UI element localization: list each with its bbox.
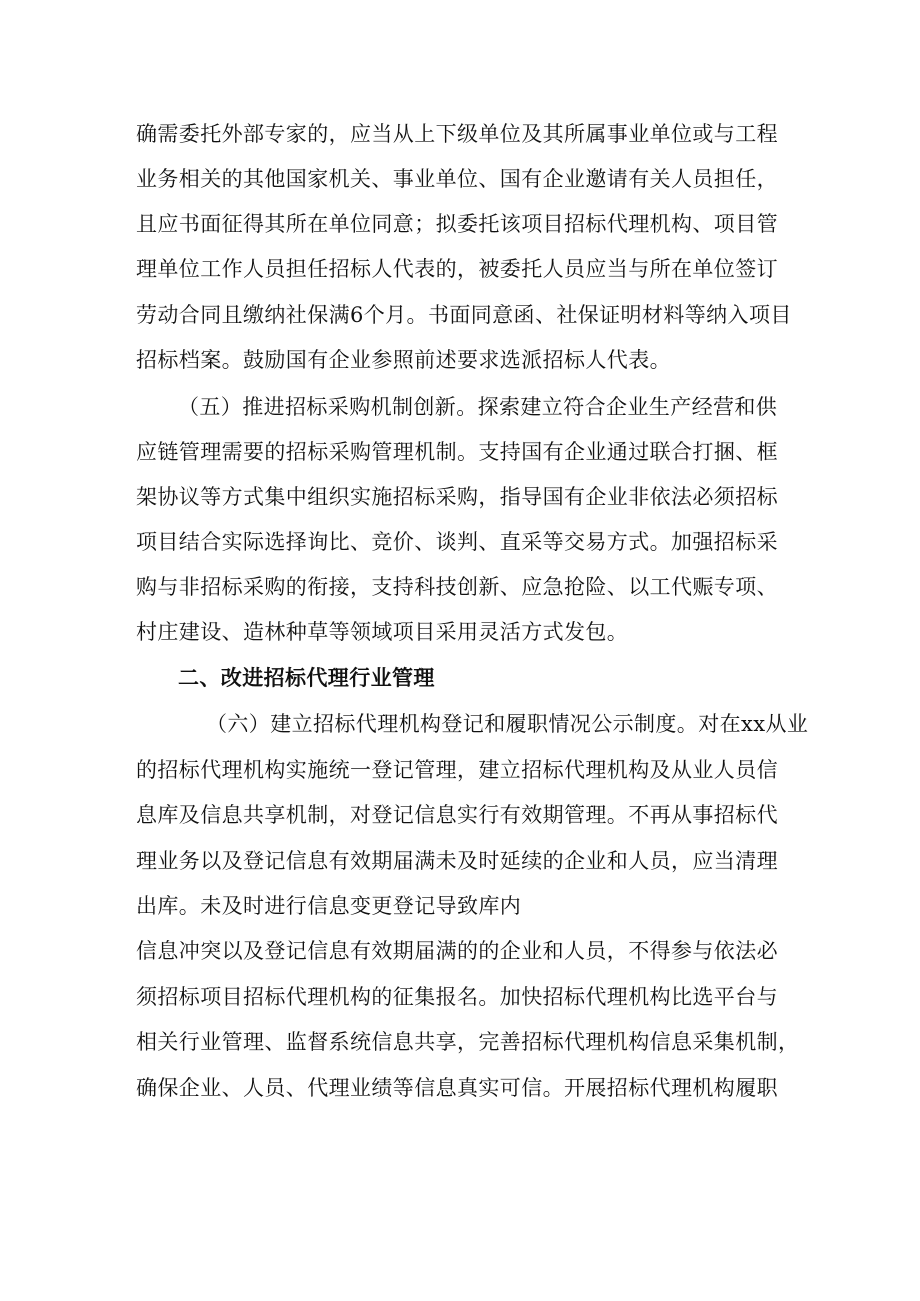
body-text-line: 招标档案。鼓励国有企业参照前述要求选派招标人代表。 [136, 348, 671, 372]
paragraph-start-line: （五）推进招标采购机制创新。探索建立符合企业生产经营和供 [178, 395, 778, 419]
body-text-line: 应链管理需要的招标采购管理机制。支持国有企业通过联合打捆、框 [136, 440, 778, 464]
body-text-line: 且应书面征得其所在单位同意；拟委托该项目招标代理机构、项目管 [136, 212, 778, 236]
body-text-line: 劳动合同且缴纳社保满6个月。书面同意函、社保证明材料等纳入项目 [136, 303, 792, 327]
body-text-line: 须招标项目招标代理机构的征集报名。加快招标代理机构比选平台与 [136, 985, 778, 1009]
body-text-line: 项目结合实际选择询比、竞价、谈判、直采等交易方式。加强招标采 [136, 530, 778, 554]
section-heading: 二、改进招标代理行业管理 [178, 666, 435, 690]
body-text-line: 购与非招标采购的衔接，支持科技创新、应急抢险、以工代赈专项、 [136, 575, 778, 599]
body-text-line: 理单位工作人员担任招标人代表的，被委托人员应当与所在单位签订 [136, 257, 778, 281]
body-text-line: 村庄建设、造林种草等领域项目采用灵活方式发包。 [136, 620, 629, 644]
body-text-line: 息库及信息共享机制，对登记信息实行有效期管理。不再从事招标代 [136, 803, 778, 827]
body-text-line: 相关行业管理、监督系统信息共享，完善招标代理机构信息采集机制， [136, 1030, 800, 1054]
body-text-line: 架协议等方式集中组织实施招标采购，指导国有企业非依法必须招标 [136, 485, 778, 509]
paragraph-start-line: （六）建立招标代理机构登记和履职情况公示制度。对在xx从业 [206, 712, 809, 736]
body-text-line: 确保企业、人员、代理业绩等信息真实可信。开展招标代理机构履职 [136, 1076, 778, 1100]
body-text-line: 的招标代理机构实施统一登记管理，建立招标代理机构及从业人员信 [136, 758, 778, 782]
body-text-line: 业务相关的其他国家机关、事业单位、国有企业邀请有关人员担任， [136, 167, 778, 191]
body-text-line: 确需委托外部专家的，应当从上下级单位及其所属事业单位或与工程 [136, 122, 778, 146]
body-text-line: 出库。未及时进行信息变更登记导致库内 [136, 894, 522, 918]
body-text-line: 理业务以及登记信息有效期届满未及时延续的企业和人员，应当清理 [136, 849, 778, 873]
body-text-line: 信息冲突以及登记信息有效期届满的的企业和人员，不得参与依法必 [136, 939, 778, 963]
